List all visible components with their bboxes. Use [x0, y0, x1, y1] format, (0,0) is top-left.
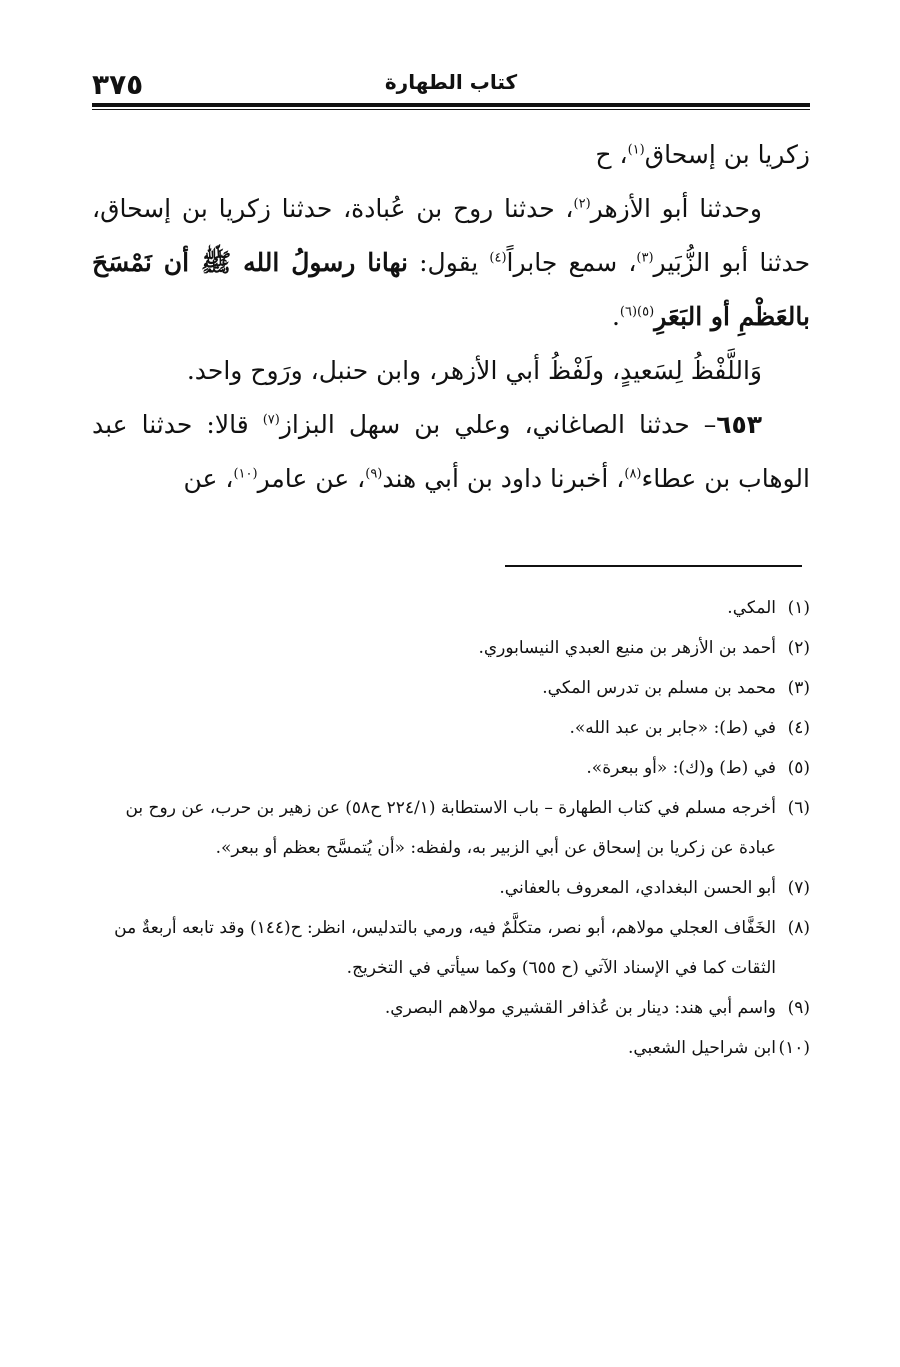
- footnote: (٧)أبو الحسن البغدادي، المعروف بالعفاني.: [499, 878, 810, 898]
- hadith-number: ٦٥٣: [716, 410, 762, 439]
- footnote: (٨)الخَفَّاف العجلي مولاهم، أبو نصر، متكلَّمٌ فيه، ورمي بالتدليس، انظر: ح(١٤٤) وقد تابعه أربعةٌ من الثقات كما في الإسناد الآتي (ح ٦٥٥) وكما سيأتي في التخريج.: [114, 918, 810, 978]
- footnote-ref: (٣): [636, 250, 654, 266]
- footnote: (١٠)ابن شراحيل الشعبي.: [627, 1038, 810, 1058]
- footnote: (٢)أحمد بن الأزهر بن منيع العبدي النيسابوري.: [478, 638, 810, 658]
- footnote-separator: [505, 565, 802, 567]
- footnote-ref: (١٠): [233, 466, 258, 482]
- hadith-text: نهانا رسولُ الله ﷺ أن نَمْسَحَ بالعَظْمِ أو البَعَرِ: [92, 248, 810, 331]
- main-text: [92, 128, 810, 506]
- footnote-ref: (٢): [573, 196, 591, 212]
- footnote: (٥)في (ط) و(ك): «أو ببعرة».: [586, 758, 810, 778]
- running-title: كتاب الطهارة: [384, 70, 518, 94]
- footnote: (٤)في (ط): «جابر بن عبد الله».: [569, 718, 810, 738]
- page-header: [92, 68, 810, 101]
- page-number: ٣٧٥: [92, 68, 144, 101]
- header-rule-thin: [92, 109, 810, 110]
- paragraph-2: وحدثنا أبو الأزهر$^{(٢)}$، حدثنا روح بن عُبادة، حدثنا زكريا بن إسحاق، حدثنا أبو الزُّبَير$^{(٣)}$، سمع جابراً$^{(٤)}$ يقول: نهانا رسولُ الله ﷺ أن نَمْسَحَ بالعَظْمِ أو البَعَرِ$^{(٥)(٦)}$.: [92, 194, 811, 331]
- footnote: (٦)أخرجه مسلم في كتاب الطهارة – باب الاستطابة (٢٢٤/١ ح٥٨) عن زهير بن حرب، عن روح بن عبادة عن زكريا بن إسحاق عن أبي الزبير به، ولفظه: «أن يُتمسَّح بعظم أو ببعر».: [125, 798, 810, 858]
- footnote-ref: (١): [627, 142, 645, 158]
- paragraph-1: زكريا بن إسحاق$^{(١)}$، ح: [595, 140, 810, 169]
- footnote: (١)المكي.: [727, 598, 810, 618]
- paragraph-3: وَاللَّفْظُ لِسَعيدٍ، ولَفْظُ أبي الأزهر، وابن حنبل، ورَوح واحد.: [186, 356, 762, 385]
- footnote: (٩)واسم أبي هند: دينار بن عُذافر القشيري مولاهم البصري.: [384, 998, 810, 1018]
- paragraph-4: ٦٥٣– حدثنا الصاغاني، وعلي بن سهل البزاز$^{(٧)}$ قالا: حدثنا عبد الوهاب بن عطاء$^{(٨)}$، أخبرنا داود بن أبي هند$^{(٩)}$، عن عامر$^{(١٠)}$، عن: [92, 410, 810, 493]
- footnote-ref: (٨): [624, 466, 642, 482]
- footnotes: [92, 588, 810, 1068]
- footnote-ref: (٩): [365, 466, 383, 482]
- footnote-ref: (٥)(٦): [619, 304, 655, 320]
- header-rule-thick: [92, 103, 810, 107]
- footnote: (٣)محمد بن مسلم بن تدرس المكي.: [542, 678, 810, 698]
- footnote-ref: (٧): [262, 412, 280, 428]
- footnote-ref: (٤): [489, 250, 507, 266]
